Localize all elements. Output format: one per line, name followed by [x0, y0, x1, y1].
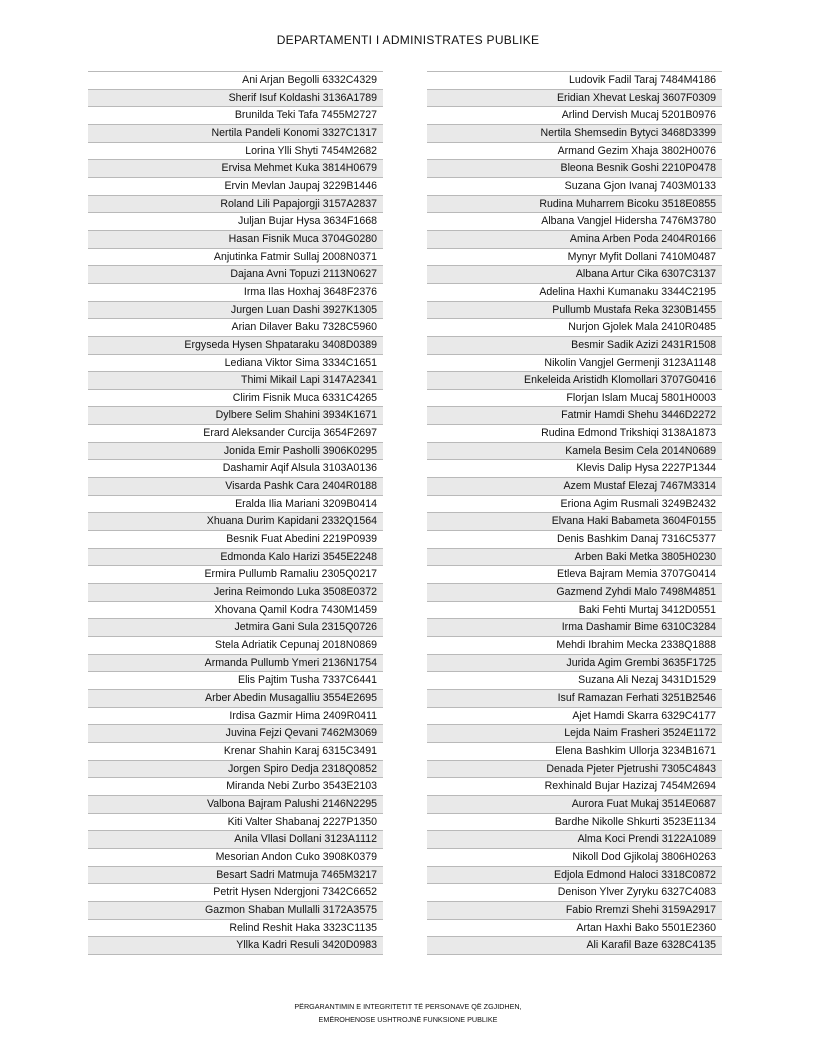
list-item: Besmir Sadik Azizi 2431R1508	[427, 336, 722, 354]
list-item: Jetmira Gani Sula 2315Q0726	[88, 618, 383, 636]
list-item: Klevis Dalip Hysa 2227P1344	[427, 459, 722, 477]
right-name-column	[427, 71, 722, 955]
column-bottom-rule	[88, 954, 383, 955]
list-item: Mynyr Myfit Dollani 7410M0487	[427, 248, 722, 266]
list-item: Ani Arjan Begolli 6332C4329	[88, 71, 383, 89]
list-item: Edjola Edmond Haloci 3318C0872	[427, 866, 722, 884]
list-item: Petrit Hysen Ndergjoni 7342C6652	[88, 883, 383, 901]
list-item: Valbona Bajram Palushi 2146N2295	[88, 795, 383, 813]
list-item: Irdisa Gazmir Hima 2409R0411	[88, 707, 383, 725]
list-item: Arben Baki Metka 3805H0230	[427, 548, 722, 566]
list-item: Ali Karafil Baze 6328C4135	[427, 936, 722, 954]
list-item: Dylbere Selim Shahini 3934K1671	[88, 406, 383, 424]
list-item: Ervisa Mehmet Kuka 3814H0679	[88, 159, 383, 177]
list-item: Denison Ylver Zyryku 6327C4083	[427, 883, 722, 901]
list-item: Ervin Mevlan Jaupaj 3229B1446	[88, 177, 383, 195]
list-item: Jurgen Luan Dashi 3927K1305	[88, 301, 383, 319]
left-name-column	[88, 71, 383, 955]
list-item: Baki Fehti Murtaj 3412D0551	[427, 601, 722, 619]
list-item: Suzana Gjon Ivanaj 7403M0133	[427, 177, 722, 195]
list-item: Xhovana Qamil Kodra 7430M1459	[88, 601, 383, 619]
list-item: Gazmend Zyhdi Malo 7498M4851	[427, 583, 722, 601]
list-item: Jurida Agim Grembi 3635F1725	[427, 654, 722, 672]
list-item: Elis Pajtim Tusha 7337C6441	[88, 671, 383, 689]
list-item: Artan Haxhi Bako 5501E2360	[427, 919, 722, 937]
list-item: Erard Aleksander Curcija 3654F2697	[88, 424, 383, 442]
list-item: Eriona Agim Rusmali 3249B2432	[427, 495, 722, 513]
list-item: Yllka Kadri Resuli 3420D0983	[88, 936, 383, 954]
list-item: Gazmon Shaban Mullalli 3172A3575	[88, 901, 383, 919]
list-item: Irma Ilas Hoxhaj 3648F2376	[88, 283, 383, 301]
list-item: Relind Reshit Haka 3323C1135	[88, 919, 383, 937]
list-item: Suzana Ali Nezaj 3431D1529	[427, 671, 722, 689]
list-item: Arber Abedin Musagalliu 3554E2695	[88, 689, 383, 707]
list-item: Bardhe Nikolle Shkurti 3523E1134	[427, 813, 722, 831]
list-item: Albana Artur Cika 6307C3137	[427, 265, 722, 283]
footer-line-2: EMËROHENOSE USHTROJNË FUNKSIONE PUBLIKE	[318, 1015, 498, 1024]
list-item: Ergyseda Hysen Shpataraku 3408D0389	[88, 336, 383, 354]
list-item: Nertila Pandeli Konomi 3327C1317	[88, 124, 383, 142]
list-item: Stela Adriatik Cepunaj 2018N0869	[88, 636, 383, 654]
list-item: Florjan Islam Mucaj 5801H0003	[427, 389, 722, 407]
list-item: Krenar Shahin Karaj 6315C3491	[88, 742, 383, 760]
list-item: Nikoll Dod Gjikolaj 3806H0263	[427, 848, 722, 866]
list-item: Lorina Ylli Shyti 7454M2682	[88, 142, 383, 160]
list-item: Jorgen Spiro Dedja 2318Q0852	[88, 760, 383, 778]
list-item: Armand Gezim Xhaja 3802H0076	[427, 142, 722, 160]
list-item: Lediana Viktor Sima 3334C1651	[88, 354, 383, 372]
list-item: Clirim Fisnik Muca 6331C4265	[88, 389, 383, 407]
list-item: Edmonda Kalo Harizi 3545E2248	[88, 548, 383, 566]
footer-line-1: PËRGARANTIMIN E INTEGRITETIT TË PERSONAVE QË ZGJIDHEN,	[294, 1002, 522, 1011]
list-item: Azem Mustaf Elezaj 7467M3314	[427, 477, 722, 495]
list-item: Nikolin Vangjel Germenji 3123A1148	[427, 354, 722, 372]
list-item: Fabio Rremzi Shehi 3159A2917	[427, 901, 722, 919]
page-title: DEPARTAMENTI I ADMINISTRATES PUBLIKE	[276, 33, 540, 47]
list-item: Thimi Mikail Lapi 3147A2341	[88, 371, 383, 389]
list-item: Denada Pjeter Pjetrushi 7305C4843	[427, 760, 722, 778]
list-item: Xhuana Durim Kapidani 2332Q1564	[88, 512, 383, 530]
list-item: Sherif Isuf Koldashi 3136A1789	[88, 89, 383, 107]
list-item: Besnik Fuat Abedini 2219P0939	[88, 530, 383, 548]
page-footer	[0, 1000, 816, 1026]
list-item: Juljan Bujar Hysa 3634F1668	[88, 212, 383, 230]
list-item: Kamela Besim Cela 2014N0689	[427, 442, 722, 460]
list-item: Rudina Edmond Trikshiqi 3138A1873	[427, 424, 722, 442]
list-item: Armanda Pullumb Ymeri 2136N1754	[88, 654, 383, 672]
list-item: Amina Arben Poda 2404R0166	[427, 230, 722, 248]
list-item: Enkeleida Aristidh Klomollari 3707G0416	[427, 371, 722, 389]
list-item: Rexhinald Bujar Hazizaj 7454M2694	[427, 777, 722, 795]
list-item: Albana Vangjel Hidersha 7476M3780	[427, 212, 722, 230]
list-item: Denis Bashkim Danaj 7316C5377	[427, 530, 722, 548]
list-item: Brunilda Teki Tafa 7455M2727	[88, 106, 383, 124]
list-item: Anila Vllasi Dollani 3123A1112	[88, 830, 383, 848]
list-item: Visarda Pashk Cara 2404R0188	[88, 477, 383, 495]
list-item: Ermira Pullumb Ramaliu 2305Q0217	[88, 565, 383, 583]
list-item: Ludovik Fadil Taraj 7484M4186	[427, 71, 722, 89]
list-item: Roland Lili Papajorgji 3157A2837	[88, 195, 383, 213]
list-item: Kiti Valter Shabanaj 2227P1350	[88, 813, 383, 831]
list-item: Etleva Bajram Memia 3707G0414	[427, 565, 722, 583]
list-item: Elvana Haki Babameta 3604F0155	[427, 512, 722, 530]
list-item: Dajana Avni Topuzi 2113N0627	[88, 265, 383, 283]
list-item: Rudina Muharrem Bicoku 3518E0855	[427, 195, 722, 213]
list-item: Bleona Besnik Goshi 2210P0478	[427, 159, 722, 177]
list-item: Eralda Ilia Mariani 3209B0414	[88, 495, 383, 513]
list-item: Anjutinka Fatmir Sullaj 2008N0371	[88, 248, 383, 266]
list-item: Jerina Reimondo Luka 3508E0372	[88, 583, 383, 601]
list-item: Mehdi Ibrahim Mecka 2338Q1888	[427, 636, 722, 654]
list-item: Mesorian Andon Cuko 3908K0379	[88, 848, 383, 866]
list-item: Miranda Nebi Zurbo 3543E2103	[88, 777, 383, 795]
list-item: Hasan Fisnik Muca 3704G0280	[88, 230, 383, 248]
list-item: Nertila Shemsedin Bytyci 3468D3399	[427, 124, 722, 142]
list-item: Arian Dilaver Baku 7328C5960	[88, 318, 383, 336]
list-item: Aurora Fuat Mukaj 3514E0687	[427, 795, 722, 813]
list-item: Dashamir Aqif Alsula 3103A0136	[88, 459, 383, 477]
list-item: Irma Dashamir Bime 6310C3284	[427, 618, 722, 636]
list-item: Juvina Fejzi Qevani 7462M3069	[88, 724, 383, 742]
list-item: Arlind Dervish Mucaj 5201B0976	[427, 106, 722, 124]
column-bottom-rule	[427, 954, 722, 955]
list-item: Elena Bashkim Ullorja 3234B1671	[427, 742, 722, 760]
list-item: Lejda Naim Frasheri 3524E1172	[427, 724, 722, 742]
list-item: Nurjon Gjolek Mala 2410R0485	[427, 318, 722, 336]
list-item: Fatmir Hamdi Shehu 3446D2272	[427, 406, 722, 424]
list-item: Adelina Haxhi Kumanaku 3344C2195	[427, 283, 722, 301]
list-item: Besart Sadri Matmuja 7465M3217	[88, 866, 383, 884]
list-item: Isuf Ramazan Ferhati 3251B2546	[427, 689, 722, 707]
list-item: Pullumb Mustafa Reka 3230B1455	[427, 301, 722, 319]
list-item: Alma Koci Prendi 3122A1089	[427, 830, 722, 848]
list-item: Ajet Hamdi Skarra 6329C4177	[427, 707, 722, 725]
list-item: Jonida Emir Pasholli 3906K0295	[88, 442, 383, 460]
list-item: Eridian Xhevat Leskaj 3607F0309	[427, 89, 722, 107]
